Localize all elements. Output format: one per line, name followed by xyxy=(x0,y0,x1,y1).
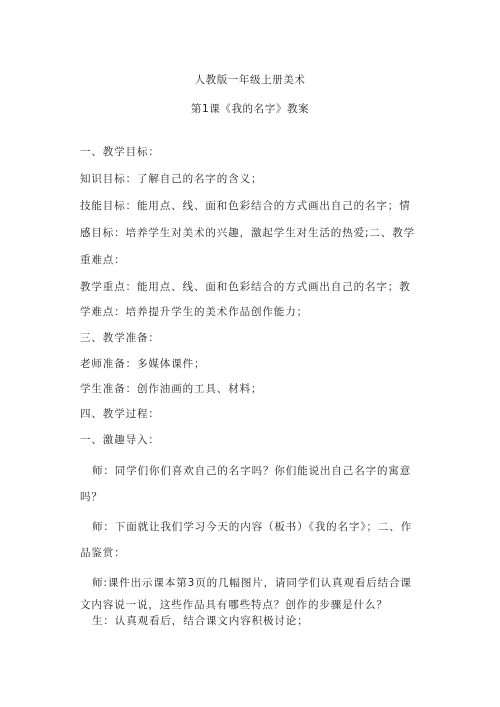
document-title: 人教版一年级上册美术 xyxy=(194,74,306,86)
text-line: 生：认真观看后，结合课文内容积极讨论； xyxy=(92,615,309,627)
lesson-title: 第1课《我的名字》教案 xyxy=(190,103,310,115)
text-line: 学生准备：创作油画的工具、材料； xyxy=(80,383,263,395)
section-heading: 一、激趣导入： xyxy=(80,434,160,446)
text-line: 吗？ xyxy=(80,491,103,503)
text-line: 学难点：培养提升学生的美术作品创作能力； xyxy=(80,306,308,318)
section-heading: 三、教学准备： xyxy=(80,332,160,344)
text-line: 师：下面就让我们学习今天的内容（板书）《我的名字》；二、作 xyxy=(92,521,413,533)
text-line: 文内容说一说，这些作品具有哪些特点？创作的步骤是什么？ xyxy=(80,599,388,611)
text-line: 教学重点：能用点、线、面和色彩结合的方式画出自己的名字；教 xyxy=(80,281,411,293)
text-line: 品鉴赏： xyxy=(80,547,126,559)
text-line: 知识目标：了解自己的名字的含义； xyxy=(80,173,263,185)
section-heading: 四、教学过程： xyxy=(80,408,160,420)
text-line: 技能目标：能用点、线、面和色彩结合的方式画出自己的名字；情 xyxy=(80,200,411,212)
section-heading: 一、教学目标： xyxy=(80,146,160,158)
text-line: 师：同学们你们喜欢自己的名字吗？你们能说出自己名字的寓意 xyxy=(92,465,412,477)
text-line: 老师准备：多媒体课件； xyxy=(80,358,206,370)
text-line: 重难点： xyxy=(80,254,126,266)
text-line: 师:课件出示课本第3页的几幅图片，请同学们认真观看后结合课 xyxy=(92,577,412,589)
text-line: 感目标：培养学生对美术的兴趣，激起学生对生活的热爱;二、教学 xyxy=(80,227,416,239)
